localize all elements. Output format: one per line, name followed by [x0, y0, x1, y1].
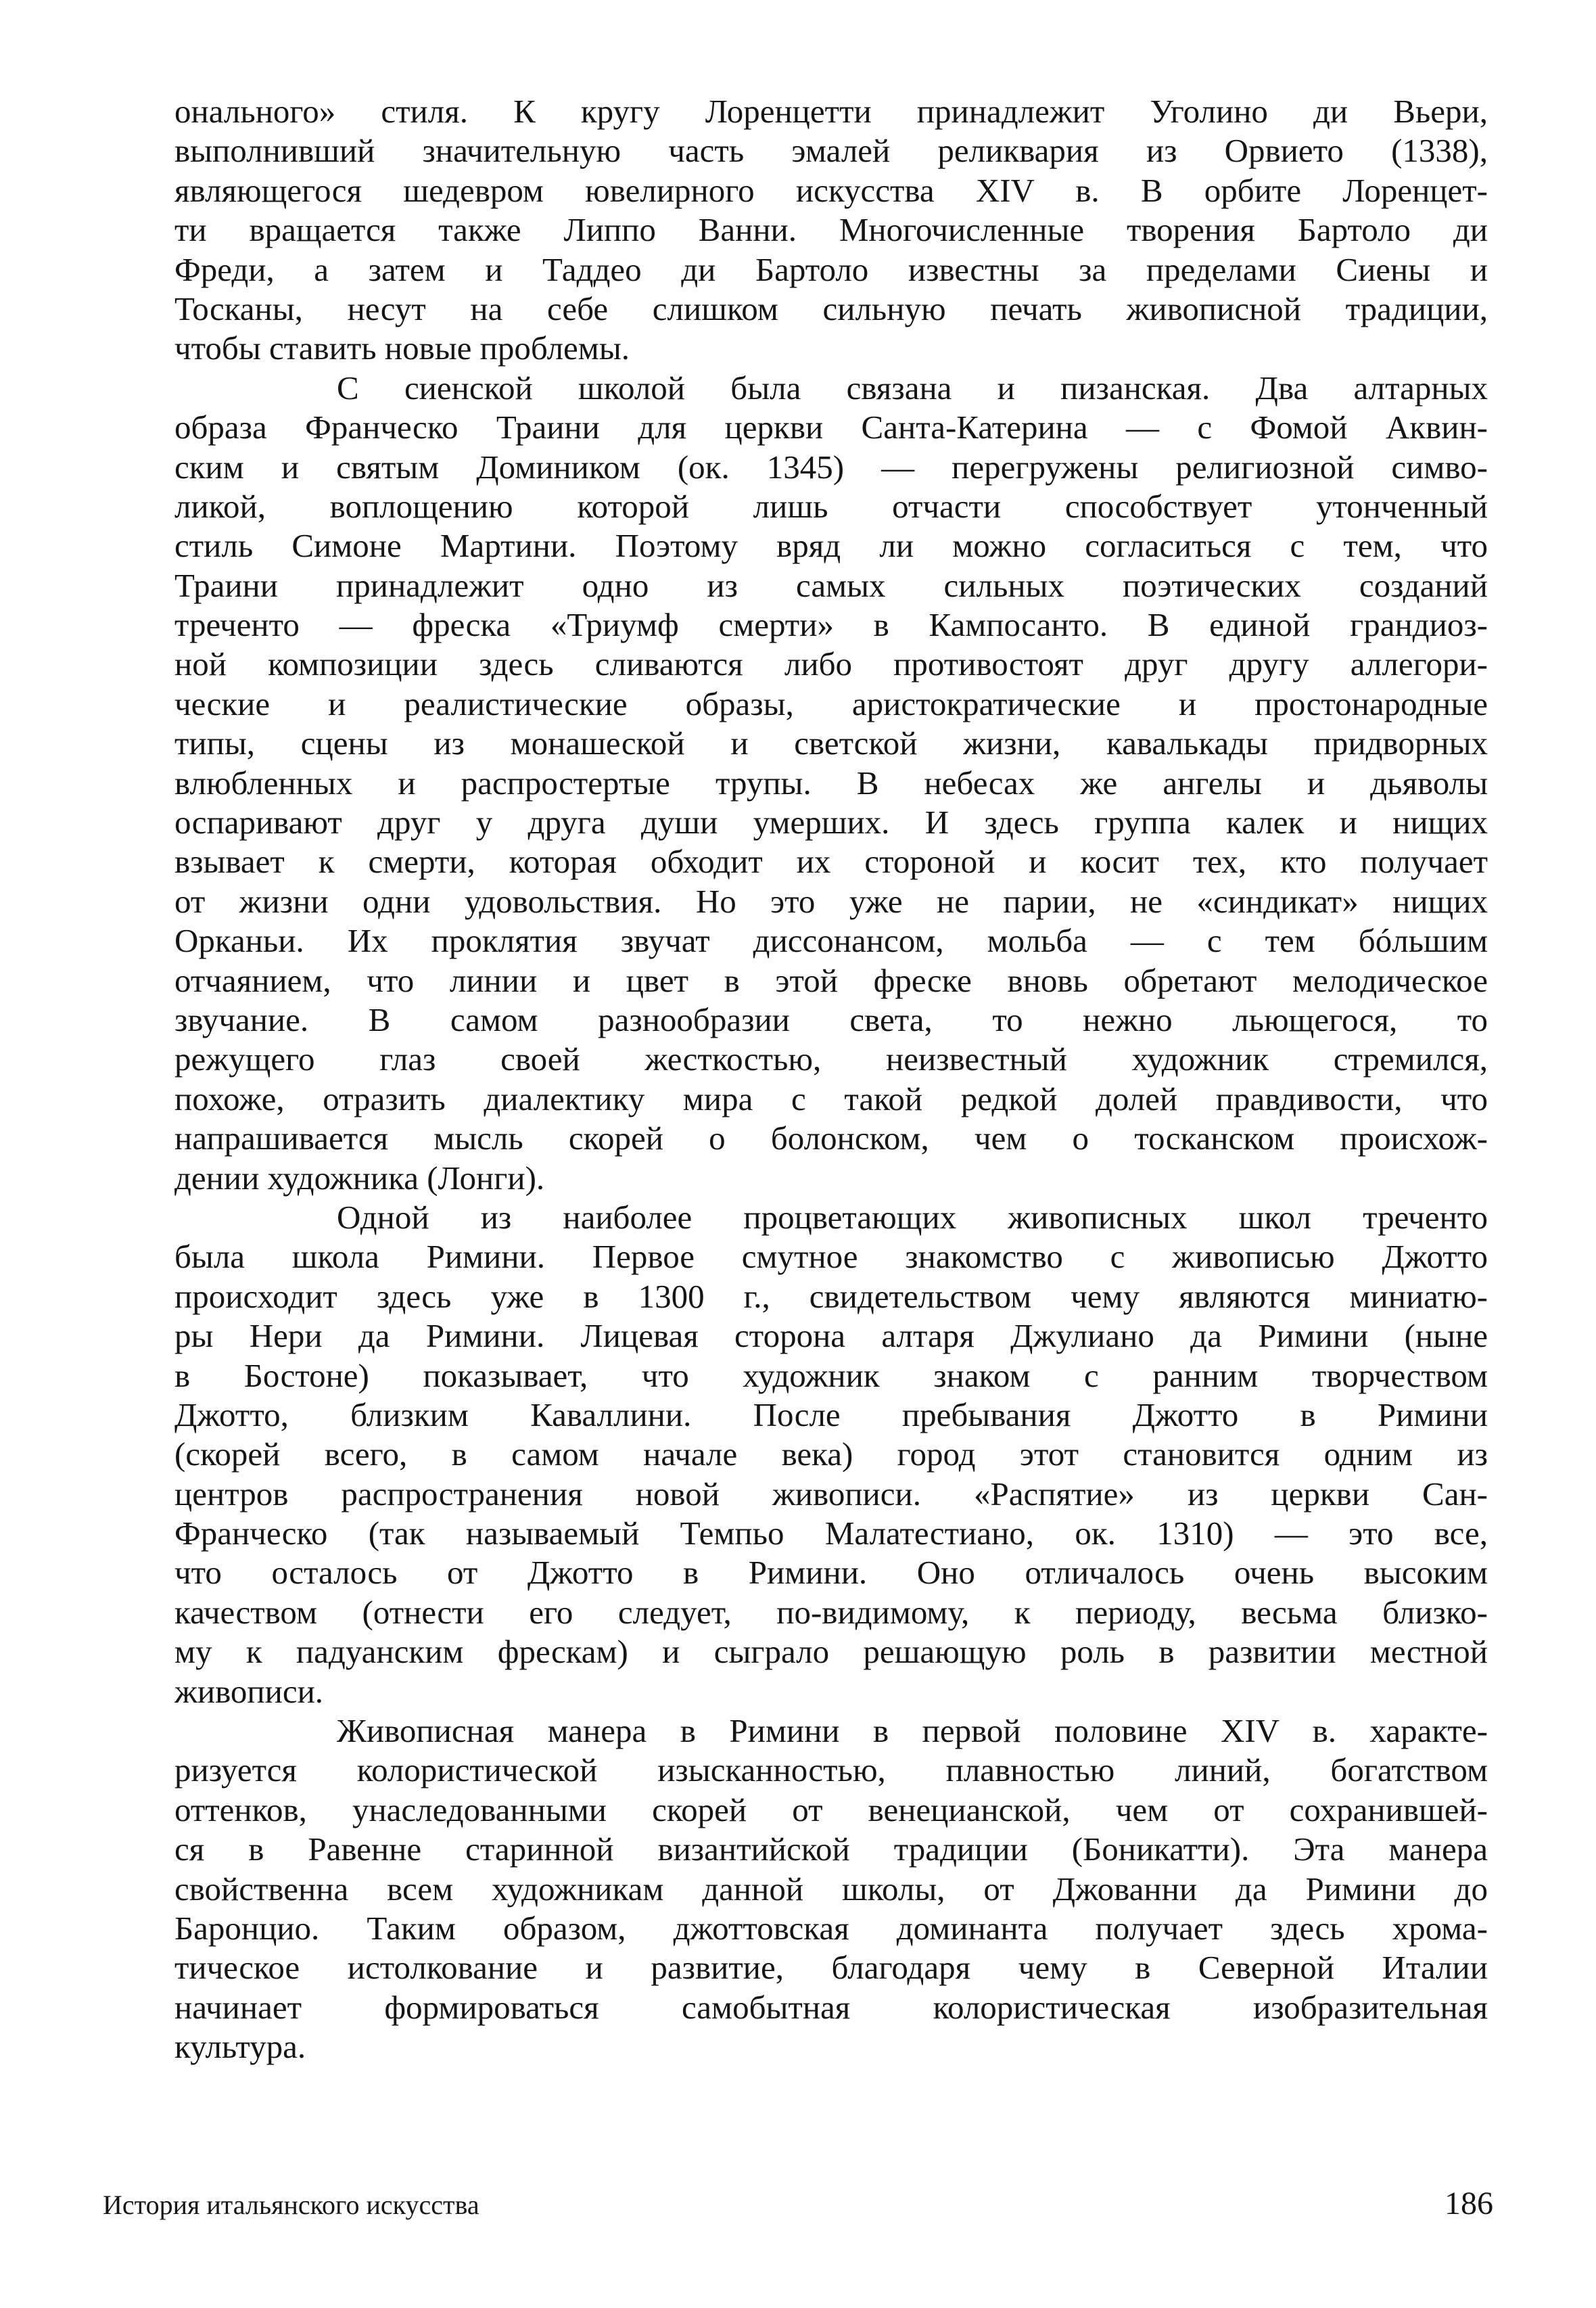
text-line: Фреди, а затем и Таддео ди Бартоло известны за пределами Сиены и	[174, 250, 1488, 288]
text-line: центров распространения новой живописи. «Распятие» из церкви Сан-	[174, 1475, 1488, 1513]
text-line: ризуется колористической изысканностью, плавностью линий, богатством	[174, 1751, 1488, 1789]
text-line: что осталось от Джотто в Римини. Оно отличалось очень высоким	[174, 1554, 1488, 1592]
text-line: влюбленных и распростертые трупы. В небесах же ангелы и дьяволы	[174, 764, 1488, 802]
text-line: онального» стиля. К кругу Лоренцетти принадлежит Уголино ди Вьери,	[174, 93, 1488, 130]
text-line: ческие и реалистические образы, аристократические и простонародные	[174, 685, 1488, 722]
text-line: качеством (отнести его следует, по-видимому, к периоду, весьма близко-	[174, 1593, 1488, 1631]
text-line: напрашивается мысль скорей о болонском, чем о тосканском происхож-	[174, 1120, 1488, 1157]
text-line: Франческо (так называемый Темпьо Малатестиано, ок. 1310) — это все,	[174, 1515, 1488, 1552]
page-number: 186	[1445, 2186, 1493, 2221]
text-line: треченто — фреска «Триумф смерти» в Кампосанто. В единой грандиоз-	[174, 606, 1488, 644]
text-line: Траини принадлежит одно из самых сильных поэтических созданий	[174, 566, 1488, 604]
text-line: Тосканы, несут на себе слишком сильную печать живописной традиции,	[174, 290, 1488, 327]
text-line: чтобы ставить новые проблемы.	[174, 329, 630, 367]
text-line: стиль Симоне Мартини. Поэтому вряд ли можно согласиться с тем, что	[174, 527, 1488, 565]
paragraph	[174, 92, 1488, 369]
paragraph	[174, 369, 1488, 1198]
text-line: ры Нери да Римини. Лицевая сторона алтаря Джулиано да Римини (ныне	[174, 1317, 1488, 1355]
text-line: от жизни одни удовольствия. Но это уже не парии, не «синдикат» нищих	[174, 882, 1488, 920]
text-line: в Бостоне) показывает, что художник знаком с ранним творчеством	[174, 1356, 1488, 1394]
text-line: Одной из наиболее процветающих живописных школ треченто	[337, 1198, 1488, 1236]
text-line: похоже, отразить диалектику мира с такой редкой долей правдивости, что	[174, 1080, 1488, 1117]
text-line: была школа Римини. Первое смутное знакомство с живописью Джотто	[174, 1238, 1488, 1276]
text-line: ти вращается также Липпо Ванни. Многочисленные творения Бартоло ди	[174, 211, 1488, 249]
text-line: типы, сцены из монашеской и светской жизни, кавалькады придворных	[174, 724, 1488, 762]
text-line: Орканьи. Их проклятия звучат диссонансом, мольба — с тем бóльшим	[174, 922, 1488, 960]
text-line: отчаянием, что линии и цвет в этой фреске вновь обретают мелодическое	[174, 961, 1488, 999]
text-line: свойственна всем художникам данной школы, от Джованни да Римини до	[174, 1870, 1488, 1908]
text-line: ликой, воплощению которой лишь отчасти способствует утонченный	[174, 487, 1488, 525]
text-line: ся в Равенне старинной византийской традиции (Боникатти). Эта манера	[174, 1830, 1488, 1868]
text-line: культура.	[174, 2028, 306, 2066]
text-line: оттенков, унаследованными скорей от венецианской, чем от сохранившей-	[174, 1791, 1488, 1828]
text-line: тическое истолкование и развитие, благодаря чему в Северной Италии	[174, 1949, 1488, 1987]
running-footer-title: История итальянского искусства	[103, 2190, 479, 2220]
text-line: Бaронцио. Таким образом, джоттовская доминанта получает здесь хрома-	[174, 1909, 1488, 1947]
text-line: начинает формироваться самобытная колористическая изобразительная	[174, 1988, 1488, 2026]
text-line: (скорей всего, в самом начале века) город этот становится одним из	[174, 1435, 1488, 1473]
paragraph	[174, 1198, 1488, 1711]
text-line: ским и святым Домиником (ок. 1345) — перегружены религиозной симво-	[174, 448, 1488, 486]
text-line: выполнивший значительную часть эмалей реликвария из Орвието (1338),	[174, 132, 1488, 170]
text-line: взывает к смерти, которая обходит их стороной и косит тех, кто получает	[174, 843, 1488, 881]
text-line: живописи.	[174, 1672, 324, 1710]
text-line: звучание. В самом разнообразии света, то нежно льющегося, то	[174, 1000, 1488, 1038]
text-line: являющегося шедевром ювелирного искусства XIV в. В орбите Лоренцет-	[174, 171, 1488, 209]
text-line: Джотто, близким Каваллини. После пребывания Джотто в Римини	[174, 1395, 1488, 1433]
text-line: оспаривают друг у друга души умерших. И здесь группа калек и нищих	[174, 804, 1488, 841]
text-line: С сиенской школой была связана и пизанская. Два алтарных	[337, 369, 1488, 407]
text-line: дении художника (Лонги).	[174, 1159, 545, 1197]
paragraph	[174, 1711, 1488, 2067]
text-line: ной композиции здесь сливаются либо противостоят друг другу аллегори-	[174, 645, 1488, 683]
text-line: му к падуанским фрескам) и сыграло решающую роль в развитии местной	[174, 1633, 1488, 1671]
text-line: Живописная манера в Римини в первой половине XIV в. характе-	[337, 1712, 1488, 1750]
text-line: режущего глаз своей жесткостью, неизвестный художник стремился,	[174, 1040, 1488, 1078]
body-text	[174, 92, 1488, 2067]
text-line: происходит здесь уже в 1300 г., свидетельством чему являются миниатю-	[174, 1277, 1488, 1315]
text-line: образа Франческо Траини для церкви Санта-Катерина — с Фомой Аквин-	[174, 409, 1488, 446]
